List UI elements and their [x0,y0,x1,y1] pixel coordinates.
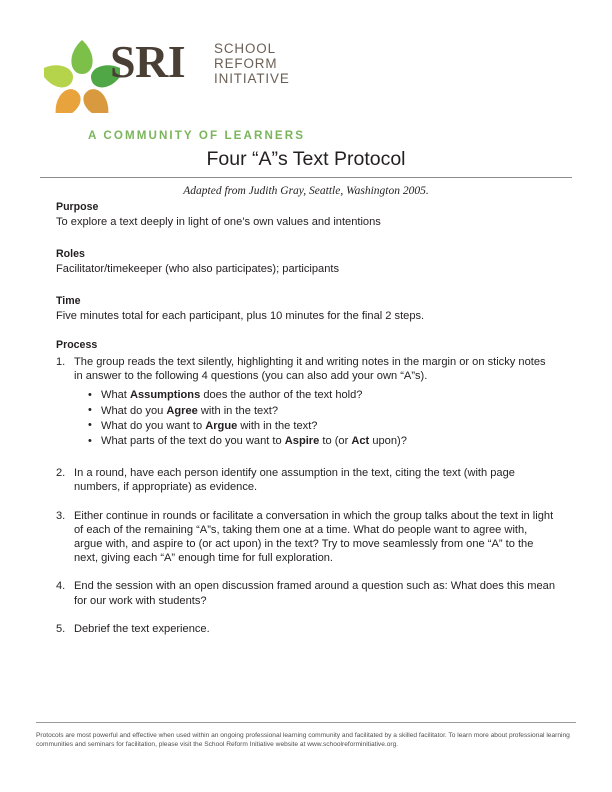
footer-text: Protocols are most powerful and effective when used within an ongoing professional learning community and facilitated by a skilled facilitator. To learn more about professional learning communities and seminars for facilitation, please visit the School Reform Initiative website at www.schoolreforminitiative.org. [36,732,570,749]
question-text-post: does the author of the text hold? [200,389,363,402]
page-title: Four “A”s Text Protocol [206,148,406,170]
bullet-icon: • [88,434,92,447]
title-block [40,148,572,197]
step-number: 4. [56,580,66,593]
sri-name-line-3: INITIATIVE [214,71,290,87]
footer-divider [36,722,576,723]
question-text-pre: What do you want to [101,419,206,432]
section-purpose [56,201,556,229]
step-number: 2. [56,467,66,480]
sri-acronym: SRI [110,36,186,87]
time-heading: Time [56,295,81,307]
process-step [56,622,556,636]
question-text-post: to (or [319,435,352,448]
sri-name-line-1: SCHOOL [214,41,276,56]
bullet-icon: • [88,404,92,417]
question-text-pre: What parts of the text do you want to [101,435,285,448]
question-text-pre: What do you [101,404,167,417]
step-text: The group reads the text silently, highlighting it and writing notes in the margin or on sticky notes in answer to the following 4 questions (you can also add your own “A”s). [74,356,546,383]
four-as-question-list [74,388,556,448]
step-text: Debrief the text experience. [74,622,210,635]
section-roles [56,248,556,276]
process-step-list [56,355,556,636]
step-text: End the session with an open discussion framed around a question such as: What does this mean for our work with students? [74,580,556,607]
sri-logo [44,33,306,142]
section-process [56,339,556,636]
step-number: 5. [56,622,66,635]
process-step [56,579,556,607]
process-step [56,509,556,566]
attribution-line: Adapted from Judith Gray, Seattle, Washington 2005. [183,185,429,197]
process-heading: Process [56,339,98,351]
title-divider [40,177,572,178]
question-text-post: with in the text? [237,419,318,432]
spacer [56,323,556,339]
document-body [56,201,556,650]
question-keyword: Argue [205,419,238,432]
step-text: Either continue in rounds or facilitate a conversation in which the group talks about the text in light of each of the remaining “A”s, taking them one at a time. What do people want to agree with, argue with, and aspire to (or act upon) in the text? Try to move seamlessly from one “A” to the next, giving each “A” enough time for full exploration. [74,509,554,565]
list-item [88,404,556,418]
question-keyword: Assumptions [129,389,201,402]
sri-tagline: A COMMUNITY OF LEARNERS [88,129,306,142]
page-footer [36,722,576,750]
question-text-post-2: upon)? [369,435,407,448]
roles-heading: Roles [56,248,85,260]
sri-wordmark [110,36,310,99]
roles-body: Facilitator/timekeeper (who also participates); participants [56,263,340,275]
sri-flower-logo-icon [44,33,120,113]
step-number: 1. [56,356,66,368]
time-body: Five minutes total for each participant, plus 10 minutes for the final 2 steps. [56,310,425,322]
process-step [56,466,556,494]
question-keyword-2: Act [351,435,370,448]
spacer [56,276,556,295]
sri-name-line-2: REFORM [214,56,278,72]
question-text-post: with in the text? [197,404,278,417]
spacer [56,229,556,248]
list-item [88,388,556,402]
section-time [56,295,556,323]
question-keyword: Aspire [284,435,320,448]
question-keyword: Agree [166,404,198,417]
process-step [56,355,556,448]
bullet-icon: • [88,388,92,401]
sri-full-name [214,41,290,87]
purpose-heading: Purpose [56,201,99,213]
purpose-body: To explore a text deeply in light of one’s own values and intentions [56,216,381,228]
step-number: 3. [56,509,66,522]
list-item [88,419,556,433]
bullet-icon: • [88,419,92,432]
question-text-pre: What [101,389,130,402]
list-item [88,434,556,448]
step-text: In a round, have each person identify one assumption in the text, citing the text (with page numbers, if appropriate) as evidence. [74,467,515,494]
